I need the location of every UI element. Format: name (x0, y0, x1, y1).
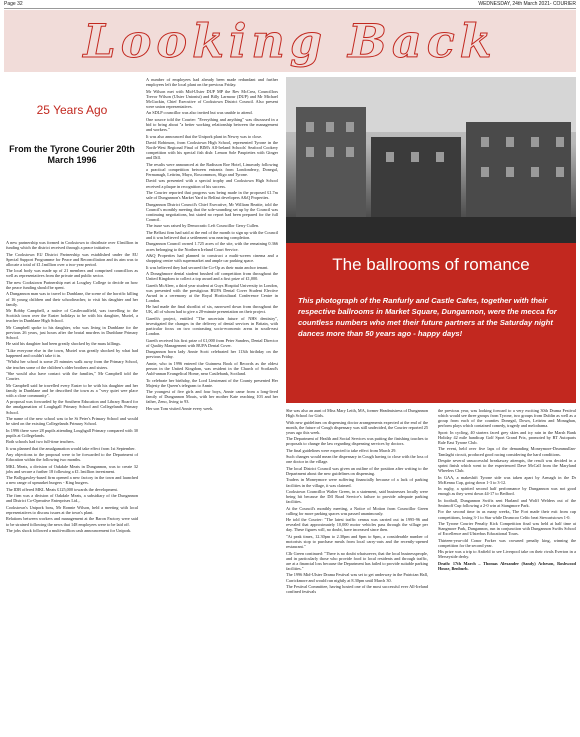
article-paragraph: In 1996 there were 28 pupils attending Loughgall Primary compared with 30 pupils at Collegelands. (6, 427, 138, 438)
feature-caption: This photograph of the Ranfurly and Castle Cafes, together with their respective ballrooms in Market Square, Dungannon, were the mecca for countless numbers who met their future partners at the Saturday night dances more than 50 years ago - happy days! (298, 296, 557, 338)
article-paragraph: An SDLP councillor was also invited but was unable to attend. (146, 110, 253, 116)
article-column-2 (146, 77, 278, 412)
article-paragraph: "At peak times, 12.30pm to 2.30pm and 6pm to 6pm, a considerable number of motorists stop to purchase meals from local carry-outs and the recently-opened restaurant." (286, 533, 428, 550)
article-paragraph: A proposal was forwarded by the Southern Education and Library Board for the amalgamation of Loughgall Primary School and Collegelands Primary School. (6, 399, 138, 415)
photo-street (286, 217, 576, 243)
feature-caption-box (286, 243, 576, 403)
article-paragraph: For the second time in as many weeks, The Fort made their exit from cup competitions, losing 3-1 to Star while Drumcoo Celtic beat Stewartstown 1-0. (438, 509, 576, 520)
article-paragraph: Despite several unsuccessful breakaway attempts, the result was decided in a sprint finish which went to the experienced Dave McCall from the Maryland Wheelers Club. (438, 458, 576, 474)
article-paragraph: It was also announced that the Unipork plant in Newry was to close. (146, 133, 263, 139)
photo-window (306, 122, 314, 132)
article-paragraph: With new guidelines on dispensing doctor arrangements expected at the end of the month, the future of Cough dispensary was still undecided, the Courier reported 25 years ago this week. (286, 419, 428, 435)
photo-window (326, 147, 334, 157)
article-paragraph: His prize was a trip to Anfield to see Liverpool take on their rivals Everton in a Merseyside derby. (438, 549, 576, 560)
article-paragraph: Cookstown's Unipork boss, Mr Ronnie Wilson, held a meeting with local representatives to discuss issues at the town's plant. (6, 504, 138, 515)
article-paragraph: The 1996 Mid-Ulster Drama Festival was set to get underway in the Patrician Hall, Carrickmore and would run nightly at 8.30pm until March 30. (286, 572, 428, 583)
article-paragraph: The firm was a division of Oakdale Meats, a subsidiary of the Dungannon and District Co-Operative Enterprises Ltd.,. (6, 493, 138, 504)
article-paragraph: Traders in Moneymore were suffering financially because of a lack of parking facilities in the village, it was claimed. (286, 477, 428, 488)
article-paragraph: To celebrate her birthday, the Lord Lieutenant of the County presented Her Majesty the Queen's telegram to Annie. (146, 377, 278, 388)
photo-window (346, 147, 354, 157)
article-paragraph: The Cookstown EU District Partnership was established under the EU Special Support Programme for Peace and Reconciliation and its aim was to allocate a total of £1.1million over a two-year period. (6, 251, 138, 267)
article-paragraph: Gareth McAleer, a third year student at Guys Hospital University in London, was presented with the prestigious BUPA Dental Cover Student Elective Award in a ceremony at the Royal Horticultural Conference Centre in London. (146, 282, 278, 303)
article-paragraph: A number of employees had already been made redundant and further employees left the local plant on the previous Friday. (146, 77, 278, 88)
article-column-1 (6, 240, 138, 535)
photo-window (386, 152, 394, 162)
article-paragraph: The local body was made up of 21 members and comprised councillors as well as representatives from the private and public sector. (6, 268, 138, 279)
article-paragraph: The jobs shock followed a multi-million cash announcement for Unipork. (6, 528, 132, 534)
article-paragraph: Mr Wilson met with Mid-Ulster DUP MP the Rev McCrea, Councillors Trevor Wilson (Ulster Unionist) and Billy Larmour (DUP) and Mr Michael McGuckin, Chief Executive of Cookstown District Council. Also present were union representatives. (146, 88, 278, 109)
article-paragraph: Mr Bobby Campbell, a native of Castlecaulfield, was travelling to the Scottish town over the Easter holidays to be with his daughter, Muriel, a teacher in Dunblane High School. (6, 308, 138, 324)
article-paragraph: David was presented with a special trophy and Cookstown High School received a plaque in recognition of his success. (146, 178, 278, 189)
article-paragraph: A Dungannon man was to travel to Dunblane, the scene of the horrific killing of 16 young children and their schoolteacher, to visit his daughter and her family. (6, 291, 138, 307)
article-paragraph: Cookstown Councillor Walter Green, in a statement, said businesses locally were being hit because the Dfl Road Service's failure to provide adequate parking facilities. (286, 489, 428, 505)
article-paragraph: The Tyrone Courier Penalty Kick Competition final was held at half time at Stangmore Park, Dungannon, run in conjunction with Dungannon Swifts School of Excellence and Ulsterbus Educational Tours. (438, 521, 576, 537)
article-paragraph: He said his daughter had been greatly shocked by the mass killings. (6, 341, 121, 347)
article-paragraph: Her son Tom visited Annie every week. (146, 405, 214, 411)
photo-window (556, 167, 564, 177)
photo-window (531, 167, 539, 177)
article-paragraph: The new Cookstown Partnership met at Loughry College to decide on how the peace funding should be spent. (6, 279, 138, 290)
article-paragraph: Gareth received his first prize of £1,000 from Peter Sanders, Dental Director of Quality Management with BUPA Dental Cover. (146, 337, 278, 348)
article-paragraph: the previous year, was looking forward to a very exciting 30th Drama Festival which would see three groups from Tyrone, two groups from Dublin as well as a group from each of the counties Donegal, Down, Leitrim and Monaghan, perform plays which contained comedy, tragedy and melodrama. (438, 408, 576, 429)
article-paragraph: The Courier reported that progress was being made in the proposed £1.7m sale of Dungannon's Market Yard to Belfast developers A&Q Properties. (146, 190, 278, 201)
photo-window (326, 122, 334, 132)
article-paragraph: A Donaghmore dental student brushed off competition from throughout the United Kingdom to collect a top award and a first prize of £1,000. (146, 271, 278, 282)
ballroom-photo (286, 77, 576, 243)
article-paragraph: Thirteen-year-old Conor Forker was crowned penalty king, winning the competition for the second year. (438, 537, 576, 548)
photo-window (506, 137, 514, 147)
article-paragraph: Mr Campbell spoke to his daughter, who was living in Dunblane for the previous 26 years, just hours after the brutal murders in Dunblane Primary School. (6, 324, 138, 340)
article-paragraph: Relations between workers and management at the Baron Factory were said to be strained following the news that 148 employees were to be laid off. (6, 516, 138, 527)
article-paragraph: A&Q Properties had planned to construct a multi-screen cinema and a shopping centre with supermarket and ample car parking space. (146, 252, 278, 264)
article-paragraph: MKL Meats, a division of Oakdale Meats in Dungannon, was to create 32 jobs and secure a further 18 following a £1.1million investment. (6, 463, 138, 474)
feature-title: The ballrooms of romance (332, 255, 530, 274)
masthead-banner (4, 10, 576, 72)
article-paragraph: "She would also have contact with the families," Mr Campbell told the Courier. (6, 371, 138, 382)
page-number: Page 32 (4, 1, 23, 7)
photo-window (506, 167, 514, 177)
article-paragraph: Sport: In cycling, 40 starters faced grey skies and icy rain in the Marsh Bank Holiday 42 mile handicap Golf Sport Grand Prix, promoted by RT Autoparts Rale East Tyrone Club. (438, 429, 576, 445)
photo-window (481, 137, 489, 147)
article-paragraph: The results were announced at the Radisson Roe Hotel, Limavady following a practical competition between entrants from Londonderry, Donegal, Fermanagh, Leitrim, Mayo, Roscommon, Sligo and Tyrone. (146, 161, 278, 177)
header-divider (4, 8, 576, 9)
photo-window (306, 147, 314, 157)
article-paragraph: She was also an aunt of Miss Mary Leith, MA, former Headmistress of Dungannon High School for Girls. (286, 408, 428, 419)
years-ago-label: 25 Years Ago (36, 103, 108, 117)
article-paragraph: The Department of Health and Social Services was putting the finishing touches to proposals to change the law regarding dispensing services by doctors. (286, 436, 428, 447)
article-column-4 (438, 408, 576, 572)
issue-date: WEDNESDAY, 24th March 2021- COURIER (478, 1, 576, 7)
death-notice: Death: 17th March – Thomas Alexander (Sandy) Acheson, Roshwood House, Benburb. (438, 560, 576, 571)
article-paragraph: Both schools had two full-time teachers. (6, 439, 75, 445)
masthead-title: Looking Back (83, 14, 497, 68)
photo-window (481, 167, 489, 177)
photo-window (436, 152, 444, 162)
source-heading: From the Tyrone Courier 20th March 1996 (9, 144, 135, 165)
article-paragraph: The IDB offered MKL Meats £125,000 towards the development. (6, 486, 118, 492)
article-paragraph: The name of the new school was to be St Peter's Primary School and would be sited on the existing Collegelands Primary School. (6, 415, 138, 427)
article-paragraph: Annie, who in 1996 entered the Guinness Book of Records as the oldest person in the United Kingdom, was resident in the Church of Scotland's Auld-annan Evangelical Home, near Castlebank, Scotland. (146, 360, 278, 377)
article-paragraph: At the Council's monthly meeting, a Notice of Motion from Councillor Green calling for more parking spaces was passed unanimously. (286, 505, 428, 516)
article-paragraph: Such changes would mean the dispensary in Cough having to close with the loss of one doctor in the village. (286, 454, 428, 465)
article-paragraph: One source told the Courier: "Everything and anything" was discussed in a bid to bring about "a better working relationship between the management and workers." (146, 116, 278, 133)
article-paragraph: Mr Campbell said he travelled every Easter to be with his daughter and her family in Dunblane and he described the town as a "very quiet wee place with a close community". (6, 382, 138, 398)
article-paragraph: He told the Courier: "The latest traffic census was carried out in 1995-96 and revealed that approximately 10,000 motor vehicles pass through the village per day. These figures will, no doubt, have increased since then. (286, 517, 428, 533)
photo-window (346, 122, 354, 132)
photo-window (411, 152, 419, 162)
article-paragraph: Gareth's project, entitled "The uncertain future of NHS dentistry", investigated the changes in the delivery of dental services in Britain, with particular focus on two contrasting socio-economic areas in south-east London. (146, 315, 278, 337)
article-paragraph: "Like everyone else in the town, Muriel was greatly shocked by what had happened and couldn't take it in. (6, 347, 138, 358)
article-paragraph: In GAA, a makeshift Tyrone side was taken apart by Armagh in the Dr McKenna Cup, going down 1-3 to 3-12. (438, 474, 576, 485)
article-column-3 (286, 408, 428, 596)
article-paragraph: Cllr Green continued: "There is no doubt whatsoever, that the local businesspeople, and in particularly those who provide food to local residents and through traffic, are at a financial loss because the Department has failed to provide suitable parking facilities." (286, 550, 428, 571)
article-paragraph: The final guidelines were expected to take effect from March 29. (286, 447, 397, 453)
article-paragraph: It was believed they had secured the Co-Op as their main anchor tenant. (146, 264, 269, 270)
article-paragraph: The youngest of five girls and four boys, Annie came from a long-lived family of Dungannon Moats, with her mother Kate reaching 103 and her father, Zeno, living to 93. (146, 389, 278, 405)
article-paragraph: In football, Dungannon Swifts sent Harland and Wolff Welders out of the Smirnoff Cup following a 2-0 win at Stangmore Park. (438, 497, 576, 508)
article-paragraph: In rugby, a spirited second half performance by Dungannon was not good enough as they went down 44-17 to Bedford. (438, 486, 576, 497)
article-paragraph: The Ballygawley-based firm opened a new factory in the town and launched a new range of upmarket burgers - King burgers. (6, 475, 138, 486)
photo-window (531, 137, 539, 147)
article-paragraph: "Whilst her school is some 25 minutes walk away from the Primary School, she teaches some of the children's older brothers and sisters. (6, 359, 138, 370)
article-paragraph: Dungannon District Council's Chief Executive, Mr William Beattie, told the Council's monthly meeting that the sole-sounding set up by the Council was continuing negotiations, but stated no report had been prepared for the full Council. (146, 201, 278, 222)
article-paragraph: The Festival Committee, having hosted one of the most successful ever All-Ireland confined festivals (286, 583, 428, 595)
article-paragraph: The Belfast firm had said at the end of the month to sign up with the Council and it was believed that a settlement was nearing completion. (146, 229, 278, 240)
article-paragraph: The issue was raised by Democratic Left Councillor Gerry Cullen. (146, 223, 260, 229)
article-paragraph: A new partnership was formed in Cookstown to distribute over £1million in funding which the district received through a peace initiative. (6, 240, 138, 251)
article-paragraph: Any objections to the proposal were to be forwarded to the Department of Education within the following two months. (6, 452, 138, 463)
article-paragraph: David Robinson, from Cookstown High School, represented Tyrone in the North-West Regional Final of BIM's All-Ireland Schools' Seafood Cookery competition with his special fish dish: Lemon Sole Paupiettes with Ginger and Dill. (146, 139, 278, 161)
article-paragraph: He had made the final shortlist of six, narrowed down from throughout the UK, all of whom had to give a 20-minute presentation on their project. (146, 304, 278, 315)
article-paragraph: Dungannon Council owned 1.725 acres of the site, with the remaining 0.366 acres belonging to the Northern Ireland Court Service. (146, 241, 278, 252)
photo-window (556, 137, 564, 147)
article-paragraph: Dungannon born lady Annie Scott celebrated her 113th birthday on the previous Friday. (146, 349, 278, 360)
article-paragraph: The event, held over five laps of the demanding Moneymore-Drummullan-Tamlaght circuit, produced good racing considering the hard conditions. (438, 446, 576, 457)
article-paragraph: The local District Council was given an outline of the position after writing to the Department about the new guidelines on dispensing. (286, 465, 428, 476)
article-paragraph: It was planned that the amalgamation would take effect from 1st September. (6, 445, 136, 451)
